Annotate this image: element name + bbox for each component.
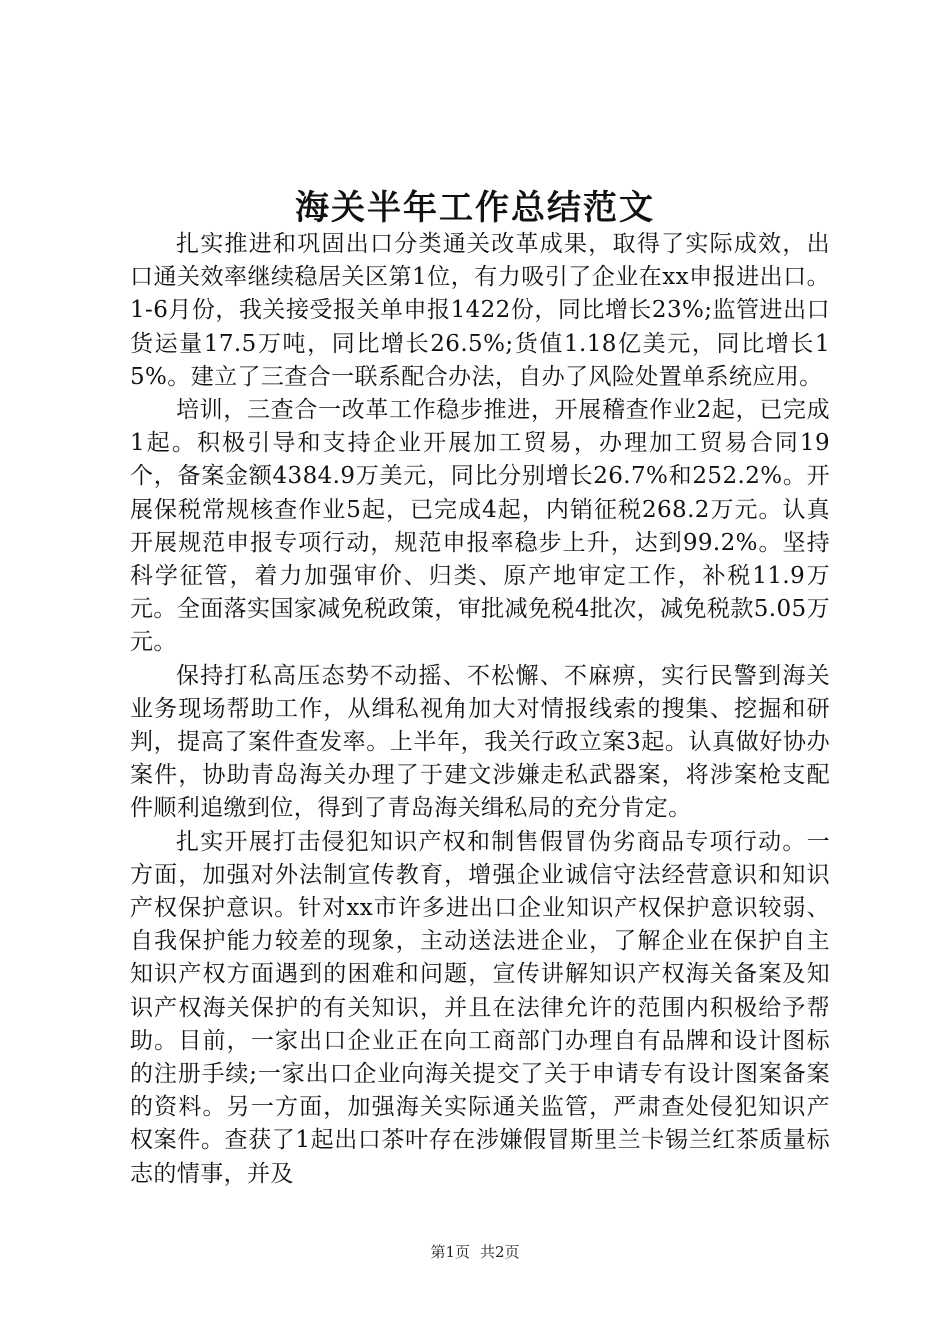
paragraph: 保持打私高压态势不动摇、不松懈、不麻痹，实行民警到海关业务现场帮助工作，从缉私视角加大对情报线索的搜集、挖掘和研判，提高了案件查发率。上半年，我关行政立案3起。认真做好协办案件，协助青岛海关办理了于建文涉嫌走私武器案，将涉案枪支配件顺利追缴到位，得到了青岛海关缉私局的充分肯定。 — [130, 662, 830, 822]
page-footer — [0, 1242, 950, 1262]
document-body — [130, 228, 830, 1191]
paragraph: 培训，三查合一改革工作稳步推进，开展稽查作业2起，已完成1起。积极引导和支持企业开展加工贸易，办理加工贸易合同19个，备案金额4384.9万美元，同比分别增长26.7%和252.2%。开展保税常规核查作业5起，已完成4起，内销征税268.2万元。认真开展规范申报专项行动，规范申报率稳步上升，达到99.2%。坚持科学征管，着力加强审价、归类、原产地审定工作，补税11.9万元。全面落实国家减免税政策，审批减免税4批次，减免税款5.05万元。 — [130, 397, 830, 656]
page-total: 共2页 — [480, 1243, 520, 1261]
document-title: 海关半年工作总结范文 — [295, 188, 655, 228]
paragraph: 扎实推进和巩固出口分类通关改革成果，取得了实际成效，出口通关效率继续稳居关区第1位，有力吸引了企业在xx申报进出口。1-6月份，我关接受报关单申报1422份，同比增长23%;监管进出口货运量17.5万吨，同比增长26.5%;货值1.18亿美元，同比增长15%。建立了三查合一联系配合办法，自办了风险处置单系统应用。 — [130, 231, 830, 390]
page-number: 第1页 — [430, 1243, 470, 1261]
paragraph: 扎实开展打击侵犯知识产权和制售假冒伪劣商品专项行动。一方面，加强对外法制宣传教育，增强企业诚信守法经营意识和知识产权保护意识。针对xx市许多进出口企业知识产权保护意识较弱、自我保护能力较差的现象，主动送法进企业，了解企业在保护自主知识产权方面遇到的困难和问题，宣传讲解知识产权海关备案及知识产权海关保护的有关知识，并且在法律允许的范围内积极给予帮助。目前，一家出口企业正在向工商部门办理自有品牌和设计图标的注册手续;一家出口企业向海关提交了关于申请专有设计图案备案的资料。另一方面，加强海关实际通关监管，严肃查处侵犯知识产权案件。查获了1起出口茶叶存在涉嫌假冒斯里兰卡锡兰红茶质量标志的情事，并及 — [130, 828, 830, 1187]
